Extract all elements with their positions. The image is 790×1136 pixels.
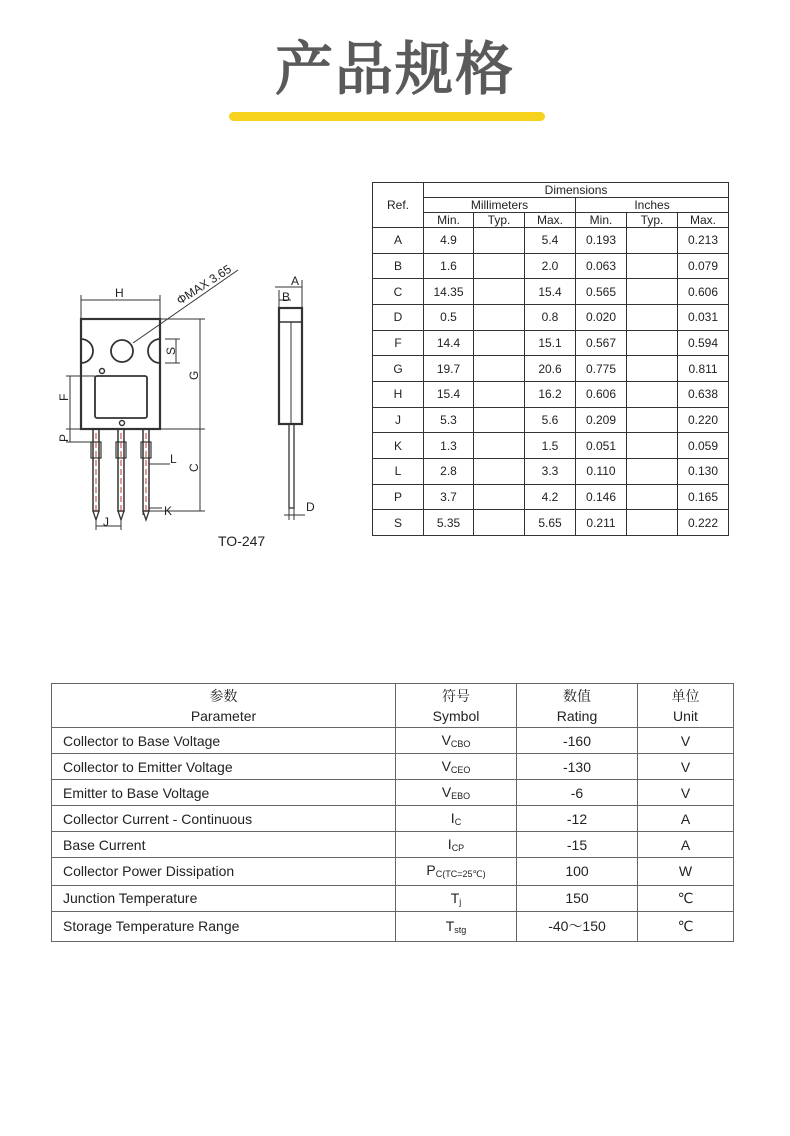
dim-label-d: D: [306, 500, 315, 514]
rating-value: -40～150: [517, 911, 638, 941]
dimension-cell-in-typ: [627, 484, 678, 510]
dimension-cell-mm-max: 5.65: [525, 510, 576, 536]
dim-label-k: K: [164, 504, 173, 518]
dimension-cell-ref: P: [373, 484, 424, 510]
rating-value: -15: [517, 832, 638, 858]
rating-symbol-main: V: [441, 784, 452, 801]
rating-parameter: Collector to Emitter Voltage: [52, 754, 396, 780]
dimension-cell-ref: D: [373, 304, 424, 330]
dimension-row: [373, 433, 729, 459]
rating-value: -130: [517, 754, 638, 780]
dimension-cell-mm-max: 5.6: [525, 407, 576, 433]
dimension-cell-ref: J: [373, 407, 424, 433]
dimension-cell-mm-min: 1.3: [424, 433, 474, 459]
rating-symbol: [396, 858, 517, 885]
dimension-cell-mm-min: 5.35: [424, 510, 474, 536]
dimension-cell-in-max: 0.220: [678, 407, 729, 433]
ratings-table: [51, 683, 734, 942]
dimension-cell-mm-typ: [474, 407, 525, 433]
rating-symbol-subscript: C(TC=25℃): [435, 869, 486, 880]
rating-symbol: [396, 780, 517, 806]
dim-label-p: P: [57, 433, 71, 442]
dimension-cell-ref: B: [373, 253, 424, 279]
rating-symbol-subscript: CBO: [450, 739, 471, 749]
rating-symbol-subscript: j: [459, 896, 462, 907]
dimension-cell-in-min: 0.565: [576, 279, 627, 305]
dim-header-mm-typ: Typ.: [474, 213, 525, 228]
rating-row: [52, 885, 734, 911]
ratings-header-symbol: [396, 684, 517, 728]
package-drawing: [40, 230, 340, 560]
rating-unit: A: [638, 806, 734, 832]
dimension-row: [373, 381, 729, 407]
dimension-cell-mm-typ: [474, 433, 525, 459]
dimension-cell-in-min: 0.211: [576, 510, 627, 536]
dim-header-dimensions: Dimensions: [424, 183, 729, 198]
dimension-row: [373, 510, 729, 536]
rating-value: -12: [517, 806, 638, 832]
dimension-cell-mm-typ: [474, 253, 525, 279]
rating-unit: V: [638, 780, 734, 806]
dimension-row: [373, 407, 729, 433]
dimension-cell-in-typ: [627, 330, 678, 356]
ratings-header-parameter-cn: 参数: [209, 687, 238, 704]
rating-row: [52, 911, 734, 941]
dimension-cell-in-min: 0.146: [576, 484, 627, 510]
dim-label-g: G: [187, 370, 201, 380]
dimension-cell-in-min: 0.020: [576, 304, 627, 330]
dim-header-millimeters: Millimeters: [424, 198, 576, 213]
rating-symbol-main: V: [441, 758, 451, 775]
dimension-cell-mm-max: 16.2: [525, 381, 576, 407]
dim-label-j: J: [103, 515, 109, 529]
rating-symbol-main: T: [445, 917, 455, 934]
dimension-cell-mm-max: 2.0: [525, 253, 576, 279]
mounting-hole: [111, 340, 133, 362]
dimension-cell-mm-max: 5.4: [525, 228, 576, 254]
rating-parameter: Emitter to Base Voltage: [52, 780, 396, 806]
package-name: TO-247: [218, 533, 266, 549]
rating-value: 100: [517, 858, 638, 885]
dimension-cell-in-min: 0.775: [576, 356, 627, 382]
rating-symbol-main: I: [447, 836, 452, 853]
rating-symbol-main: I: [450, 810, 455, 827]
ratings-header-unit-en: Unit: [673, 707, 698, 724]
dim-label-l: L: [170, 452, 177, 466]
dim-label-f: F: [57, 393, 71, 401]
dimension-cell-in-max: 0.130: [678, 458, 729, 484]
rating-symbol-subscript: CEO: [450, 765, 471, 776]
page-title: 产品规格: [274, 35, 515, 103]
rating-symbol: [396, 806, 517, 832]
dimension-cell-in-min: 0.063: [576, 253, 627, 279]
rating-symbol: [396, 754, 517, 780]
dim-header-inches: Inches: [576, 198, 729, 213]
dimension-cell-ref: A: [373, 228, 424, 254]
rating-unit: ℃: [638, 911, 734, 941]
rating-parameter: Base Current: [52, 832, 396, 858]
dimension-cell-mm-min: 1.6: [424, 253, 474, 279]
rating-symbol: [396, 832, 517, 858]
dimension-cell-ref: F: [373, 330, 424, 356]
dimension-cell-in-typ: [627, 279, 678, 305]
dimension-cell-mm-max: 1.5: [525, 433, 576, 459]
dimension-cell-in-typ: [627, 458, 678, 484]
ratings-header-parameter: [52, 684, 396, 728]
dim-header-mm-max: Max.: [525, 213, 576, 228]
dimension-cell-in-typ: [627, 304, 678, 330]
dimension-row: [373, 304, 729, 330]
ratings-header-rating-en: Rating: [556, 707, 598, 724]
dimension-cell-mm-min: 2.8: [424, 458, 474, 484]
rating-unit: W: [638, 858, 734, 885]
dimension-cell-in-min: 0.193: [576, 228, 627, 254]
dim-label-b: B: [282, 290, 291, 304]
rating-symbol: [396, 885, 517, 911]
dimension-cell-mm-typ: [474, 510, 525, 536]
dim-label-hole-max: ΦMAX 3.65: [174, 261, 234, 308]
rating-symbol-main: T: [450, 889, 460, 906]
dimension-row: [373, 356, 729, 382]
rating-symbol-subscript: CP: [451, 843, 465, 854]
rating-parameter: Collector Current - Continuous: [52, 806, 396, 832]
package-body-outline: [81, 319, 160, 429]
ratings-header-unit: [638, 684, 734, 728]
dimension-cell-in-typ: [627, 407, 678, 433]
dim-header-in-typ: Typ.: [627, 213, 678, 228]
dimension-cell-ref: G: [373, 356, 424, 382]
ratings-header-unit-cn: 单位: [671, 687, 700, 704]
ratings-header-rating: [517, 684, 638, 728]
dimension-cell-in-max: 0.606: [678, 279, 729, 305]
rating-symbol-subscript: C: [454, 817, 462, 828]
ratings-header-parameter-en: Parameter: [190, 707, 257, 724]
rating-parameter: Storage Temperature Range: [52, 911, 396, 941]
rating-row: [52, 780, 734, 806]
rating-row: [52, 806, 734, 832]
dimension-cell-mm-max: 3.3: [525, 458, 576, 484]
dimension-cell-mm-typ: [474, 484, 525, 510]
dimension-cell-ref: C: [373, 279, 424, 305]
dimension-cell-in-min: 0.051: [576, 433, 627, 459]
dim-label-a: A: [291, 274, 300, 288]
dimension-cell-mm-min: 19.7: [424, 356, 474, 382]
dimension-cell-mm-min: 15.4: [424, 381, 474, 407]
dimension-cell-mm-typ: [474, 330, 525, 356]
rating-row: [52, 728, 734, 754]
dimension-cell-mm-max: 0.8: [525, 304, 576, 330]
dimension-cell-mm-min: 14.4: [424, 330, 474, 356]
dimension-cell-in-max: 0.222: [678, 510, 729, 536]
rating-row: [52, 858, 734, 885]
dimension-cell-in-max: 0.638: [678, 381, 729, 407]
dimension-cell-mm-min: 0.5: [424, 304, 474, 330]
ratings-header-rating-cn: 数值: [563, 687, 591, 704]
dimension-cell-in-max: 0.079: [678, 253, 729, 279]
dimension-cell-in-typ: [627, 228, 678, 254]
rating-row: [52, 832, 734, 858]
dimension-cell-ref: S: [373, 510, 424, 536]
dimension-cell-in-typ: [627, 510, 678, 536]
dimension-cell-in-typ: [627, 433, 678, 459]
dimension-row: [373, 279, 729, 305]
rating-row: [52, 754, 734, 780]
dimension-cell-ref: L: [373, 458, 424, 484]
dimension-cell-in-min: 0.110: [576, 458, 627, 484]
rating-symbol-subscript: stg: [454, 924, 467, 935]
dimension-cell-mm-typ: [474, 458, 525, 484]
ratings-header-symbol-en: Symbol: [432, 707, 480, 724]
dimension-row: [373, 253, 729, 279]
dimension-cell-mm-min: 4.9: [424, 228, 474, 254]
dimension-cell-in-typ: [627, 381, 678, 407]
ratings-header-symbol-cn: 符号: [442, 687, 470, 704]
dimension-row: [373, 228, 729, 254]
dimension-cell-in-max: 0.594: [678, 330, 729, 356]
dimension-cell-in-typ: [627, 253, 678, 279]
dim-header-ref: Ref.: [373, 183, 424, 228]
rating-symbol: [396, 911, 517, 941]
rating-parameter: Collector Power Dissipation: [52, 858, 396, 885]
dimension-cell-in-max: 0.811: [678, 356, 729, 382]
rating-unit: V: [638, 728, 734, 754]
dimension-cell-in-min: 0.209: [576, 407, 627, 433]
dimension-cell-mm-min: 5.3: [424, 407, 474, 433]
dimension-row: [373, 484, 729, 510]
rating-unit: V: [638, 754, 734, 780]
dim-header-mm-min: Min.: [424, 213, 474, 228]
rating-parameter: Collector to Base Voltage: [52, 728, 396, 754]
dim-header-in-min: Min.: [576, 213, 627, 228]
dimension-cell-mm-typ: [474, 381, 525, 407]
rating-symbol-subscript: EBO: [451, 791, 471, 802]
dimension-cell-in-min: 0.606: [576, 381, 627, 407]
rating-parameter: Junction Temperature: [52, 885, 396, 911]
dimension-cell-mm-max: 20.6: [525, 356, 576, 382]
dim-header-in-max: Max.: [678, 213, 729, 228]
dimension-cell-mm-typ: [474, 228, 525, 254]
dimensions-table: [372, 182, 729, 536]
dimension-cell-in-max: 0.059: [678, 433, 729, 459]
dimension-cell-mm-typ: [474, 356, 525, 382]
rating-value: -6: [517, 780, 638, 806]
rating-symbol-main: P: [426, 862, 436, 879]
dimensions-table-body: [373, 228, 729, 536]
rating-unit: A: [638, 832, 734, 858]
dimension-cell-mm-max: 4.2: [525, 484, 576, 510]
dimension-cell-in-min: 0.567: [576, 330, 627, 356]
dimension-cell-in-max: 0.165: [678, 484, 729, 510]
rating-symbol-main: V: [441, 732, 451, 748]
dimension-cell-mm-min: 3.7: [424, 484, 474, 510]
dim-label-s: S: [164, 346, 178, 355]
dim-label-c: C: [187, 463, 201, 472]
dimension-cell-in-typ: [627, 356, 678, 382]
rating-value: 150: [517, 885, 638, 911]
dimension-cell-in-max: 0.031: [678, 304, 729, 330]
dimension-cell-mm-min: 14.35: [424, 279, 474, 305]
ratings-table-body: [52, 728, 734, 942]
rating-symbol: [396, 728, 517, 754]
dimension-cell-mm-max: 15.1: [525, 330, 576, 356]
rating-value: -160: [517, 728, 638, 754]
dim-label-h: H: [115, 286, 124, 300]
dimension-cell-mm-typ: [474, 279, 525, 305]
title-underline: [229, 112, 545, 121]
dimension-cell-in-max: 0.213: [678, 228, 729, 254]
dimension-row: [373, 330, 729, 356]
dimension-cell-mm-typ: [474, 304, 525, 330]
dimension-cell-ref: K: [373, 433, 424, 459]
dimension-row: [373, 458, 729, 484]
dimension-cell-mm-max: 15.4: [525, 279, 576, 305]
rating-unit: ℃: [638, 885, 734, 911]
dimension-cell-ref: H: [373, 381, 424, 407]
